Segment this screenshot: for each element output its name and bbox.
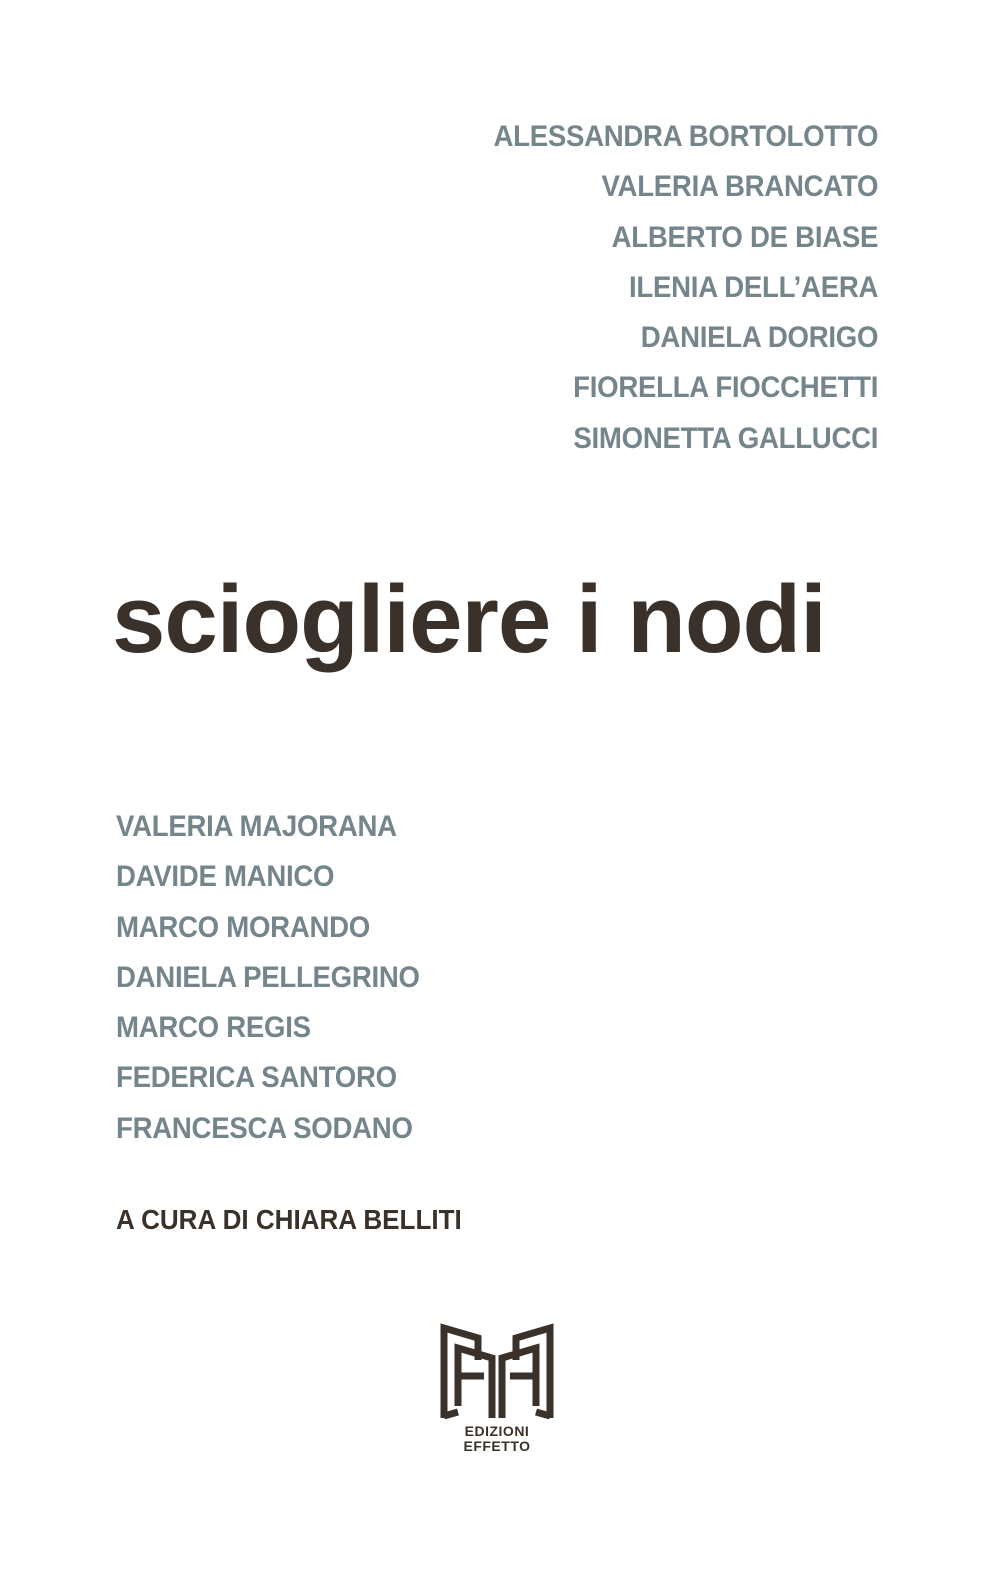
curator-credit: A CURA DI CHIARA BELLITI bbox=[116, 1204, 462, 1235]
author-name: SIMONETTA GALLUCCI bbox=[573, 421, 878, 455]
author-name: VALERIA BRANCATO bbox=[601, 170, 878, 204]
author-name: ILENIA DELL’AERA bbox=[628, 270, 878, 304]
book-title: sciogliere i nodi bbox=[112, 566, 826, 673]
author-name: DAVIDE MANICO bbox=[116, 860, 335, 894]
authors-list-top bbox=[460, 112, 878, 464]
publisher-logo bbox=[440, 1320, 554, 1454]
author-name: MARCO REGIS bbox=[116, 1011, 311, 1045]
publisher-name-line1: EDIZIONI bbox=[464, 1423, 530, 1439]
author-name: VALERIA MAJORANA bbox=[116, 810, 397, 843]
author-name: MARCO MORANDO bbox=[116, 910, 370, 944]
author-name: ALBERTO DE BIASE bbox=[611, 220, 878, 254]
publisher-emblem-icon bbox=[440, 1320, 554, 1420]
author-name: FIORELLA FIOCCHETTI bbox=[573, 371, 878, 405]
author-name: FEDERICA SANTORO bbox=[116, 1061, 397, 1095]
author-name: DANIELA PELLEGRINO bbox=[116, 960, 420, 994]
author-name: FRANCESCA SODANO bbox=[116, 1111, 413, 1145]
publisher-name-line2: EFFETTO bbox=[463, 1438, 531, 1454]
authors-list-bottom bbox=[116, 802, 446, 1154]
author-name: DANIELA DORIGO bbox=[640, 321, 878, 355]
author-name: ALESSANDRA BORTOLOTTO bbox=[493, 120, 878, 153]
